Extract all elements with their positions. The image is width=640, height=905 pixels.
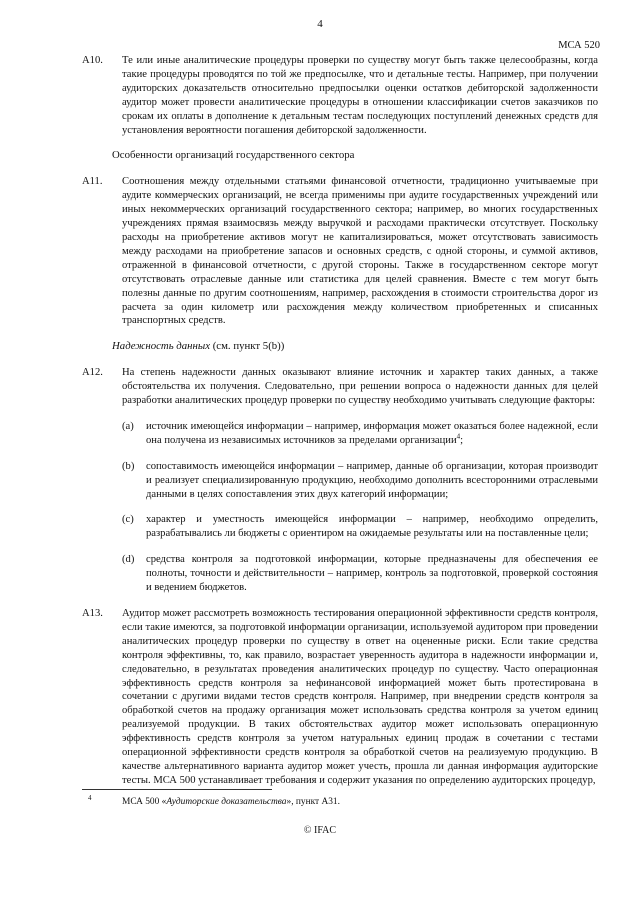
page-footer-copyright: © IFAC xyxy=(303,825,337,836)
list-item-d xyxy=(122,553,598,595)
subheading-title: Надежность данных xyxy=(112,340,210,353)
page-number: 4 xyxy=(317,18,323,30)
footnote xyxy=(88,794,340,807)
footnote-divider xyxy=(82,789,272,790)
list-text: характер и уместность имеющейся информации – например, необходимо определить, разрабатывались ли бюджеты с ориентиром на ожидаемые результаты или на поставленные цели; xyxy=(146,514,598,540)
page-body xyxy=(82,54,598,800)
list-letter: (b) xyxy=(122,460,135,472)
paragraph-number: A13. xyxy=(82,608,103,619)
subheading-data-reliability xyxy=(112,340,598,354)
list-letter: (c) xyxy=(122,514,134,526)
footnote-text xyxy=(122,797,340,807)
list-text-tail: ; xyxy=(460,434,464,446)
paragraph-a11 xyxy=(82,175,598,328)
list-text: сопоставимость имеющейся информации – например, данные об организации, которая производит и реализует специализированную продукцию, необходимо дополнить всесторонними отраслевыми данными в целях сопоставления этих двух категорий информации; xyxy=(146,460,598,500)
paragraph-a10 xyxy=(82,54,598,137)
list-item-a xyxy=(122,420,598,448)
paragraph-a12 xyxy=(82,366,598,408)
list-text: средства контроля за подготовкой информации, которые предназначены для обеспечения ее полноты, точности и действительности – например, контроль за подготовкой, проверкой состояния и ведением бюджетов. xyxy=(146,554,598,594)
subheading-reference: (см. пункт 5(b)) xyxy=(210,340,285,353)
paragraph-number: A12. xyxy=(82,367,103,379)
paragraph-number: A11. xyxy=(82,176,103,188)
paragraph-text: Аудитор может рассмотреть возможность тестирования операционной эффективности средств контроля, если такие имеются, за подготовкой информации организации, используемой аудитором при проведении аналитических процедур проверки по существу в ответ на оцененные риски. Если такие средства контроля эффективны, то, как правило, возрастает уверенность аудитора в надежности информации и, следовательно, в результатах проведения аналитических процедур по существу. Часто операционная эффективность средств контроля за нефинансовой информацией может быть протестирована в сочетании с другими видами тестов средств контроля. Например, при внедрении средств контроля за обработкой счетов на продажу организация может использовать средства контроля за учетом единиц реализуемой продукции. В таких обстоятельствах аудитор может использовать операционную эффективность средств контроля за учетом натуральных единиц продаж в сочетании с тестами операционной эффективности средств контроля за обработкой счетов на реализуемую продукцию. В качестве альтернативного варианта аудитор может учесть, прошла ли данная информация аудиторские тесты. МСА 500 устанавливает требования и содержит указания по определению аудиторских процедур, xyxy=(122,608,598,786)
footnote-title: Аудиторские доказательства xyxy=(166,797,287,807)
section-heading-public-sector: Особенности организаций государственного сектора xyxy=(112,149,355,162)
paragraph-number: A10. xyxy=(82,55,103,66)
list-item-b xyxy=(122,460,598,502)
paragraph-a13 xyxy=(82,607,598,788)
list-text: источник имеющейся информации – например, информация может оказаться более надежной, если она получена из независимых источников за пределами организации xyxy=(146,420,598,446)
footnote-ref[interactable]: 4 xyxy=(456,432,461,441)
footnote-prefix: МСА 500 « xyxy=(122,797,167,807)
document-code: МСА 520 xyxy=(558,40,600,51)
paragraph-text: Те или иные аналитические процедуры проверки по существу могут быть также целесообразны, когда такие процедуры проводятся по той же предпосылке, что и детальные тесты. Например, при получении аудиторских доказательств относительно предпосылки оценки остатков дебиторской задолженности аудитор может провести аналитические процедуры в отношении классификации счетов заказчиков по срокам их оплаты в дополнение к детальным тестам последующих поступлений денежных средств для установления вероятности погашения дебиторской задолженности. xyxy=(122,55,598,136)
list-item-c xyxy=(122,513,598,541)
paragraph-text: Соотношения между отдельными статьями финансовой отчетности, традиционно учитываемые при аудите коммерческих организаций, не всегда применимы при аудите государственных учреждений или иных некоммерческих организаций государственного сектора; например, во многих государственных учреждениях прямая взаимосвязь между выручкой и расходами практически отсутствует. Поскольку расходы на приобретение активов могут не капитализироваться, может отсутствовать зависимость между расходами на приобретение запасов и основных средств, с одной стороны, и суммой активов, отраженной в финансовой отчетности, с другой стороны. Также в государственном секторе могут отсутствовать отраслевые данные или статистика для целей сравнения. Вместе с тем могут быть полезны данные по другим соотношениям, например, расхождения в стоимости строительства дорог из расчета за один километр или расхождения между количеством приобретенных и списанных транспортных средств. xyxy=(122,176,598,327)
paragraph-text: На степень надежности данных оказывают влияние источник и характер таких данных, а также обстоятельства их получения. Следовательно, при решении вопроса о надежности данных для целей разработки аналитических процедур проверки по существу необходимо учитывать следующие факторы: xyxy=(122,367,598,407)
list-letter: (d) xyxy=(122,554,135,566)
footnote-suffix: », пункт А31. xyxy=(286,797,340,807)
footnote-number: 4 xyxy=(88,794,92,802)
list-letter: (a) xyxy=(122,420,134,432)
